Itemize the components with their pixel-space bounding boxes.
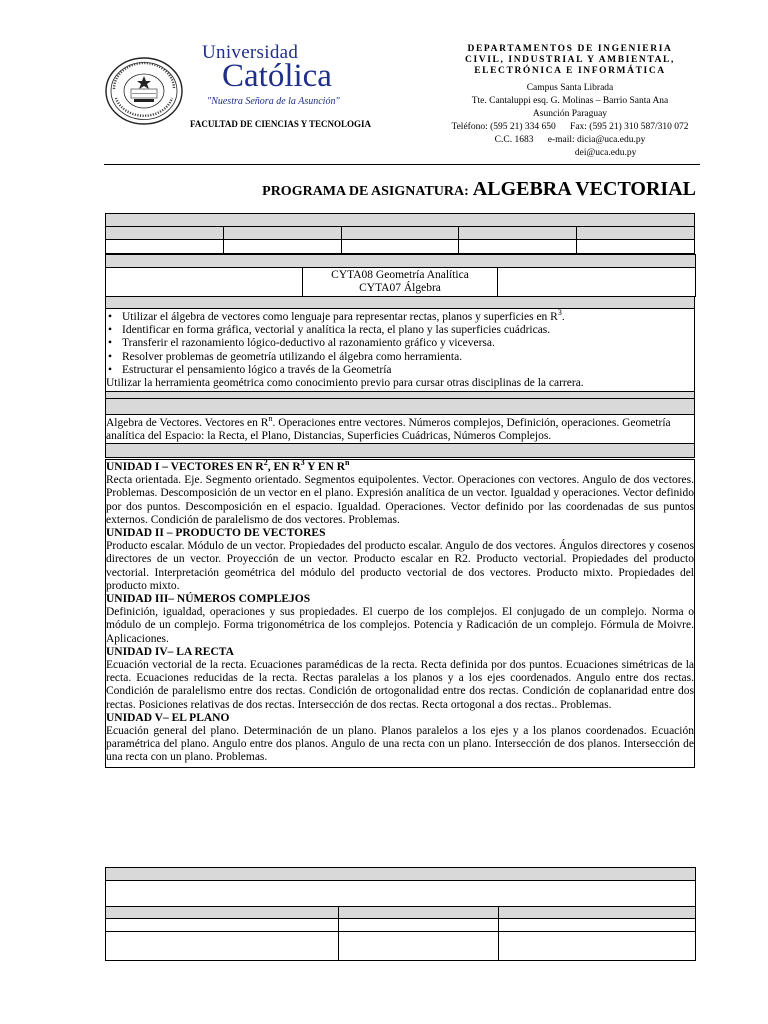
header-cell	[223, 227, 341, 240]
section-header	[106, 868, 696, 881]
data-cell	[459, 240, 577, 254]
data-cell	[339, 919, 499, 932]
units-table	[105, 459, 695, 768]
data-cell	[106, 919, 339, 932]
program-label: PROGRAMA DE ASIGNATURA:	[262, 184, 469, 199]
department-line: ELECTRÓNICA E INFORMÁTICA	[474, 66, 666, 76]
summary-table	[105, 398, 695, 458]
objective-item: • Transferir el razonamiento lógico-deductivo al razonamiento gráfico y viceversa.	[106, 337, 694, 350]
department-line: DEPARTAMENTOS DE INGENIERIA	[467, 44, 673, 54]
header-cell	[341, 227, 459, 240]
data-cell	[341, 240, 459, 254]
department-heading	[420, 44, 720, 77]
email-line-2: dei@uca.edu.py	[503, 148, 637, 158]
header-divider	[104, 164, 700, 165]
university-name: Católica	[222, 58, 332, 94]
section-header	[106, 214, 695, 227]
header-cell	[459, 227, 577, 240]
data-cell	[577, 240, 695, 254]
department-line: CIVIL, INDUSTRIAL Y AMBIENTAL,	[465, 55, 675, 65]
unit-3-title: UNIDAD III– NÚMEROS COMPLEJOS	[106, 593, 311, 606]
unit-1-body: Recta orientada. Eje. Segmento orientado. Segmentos equipolentes. Vector. Operaciones con vectores. Angulo de dos vectores. Problemas. Descomposición de un vector en el plano. Expresión analítica de un vector. Igualdad y operaciones. Vector definido por dos puntos. Descomposición en el espacio. Igualdad. Operaciones. Vector definido por las coordenadas de sus puntos externos. Condición de paralelismo de dos vectores. Problemas.	[106, 474, 694, 526]
data-cell	[106, 268, 303, 297]
objective-item: • Estructurar el pensamiento lógico a través de la Geometría	[106, 364, 694, 377]
unit-4-body: Ecuación vectorial de la recta. Ecuaciones paramédicas de la recta. Recta definida por dos puntos. Ecuaciones simétricas de la recta. Ecuaciones reducidas de la recta. Rectas paralelas a los planos y a los ejes coordenados. Angulo entre dos rectas. Condición de paralelismo entre dos rectas. Condición de ortogonalidad entre dos rectas. Condición de coplanaridad entre dos rectas. Posiciones relativas de dos rectas. Intersección de dos rectas. Recta ortogonal a dos rectas.. Problemas.	[106, 659, 694, 711]
address-line: Asunción Paraguay	[532, 109, 608, 119]
data-cell	[498, 268, 696, 297]
faculty-name: FACULTAD DE CIENCIAS Y TECNOLOGIA	[190, 119, 372, 129]
prerequisites-cell	[303, 268, 498, 297]
unit-1-title: UNIDAD I – VECTORES EN $R^2$, EN $R^3$ Y EN $R^n$	[106, 458, 350, 473]
evaluation-table	[105, 867, 696, 961]
program-title	[104, 178, 696, 201]
summary-cell: Algebra de Vectores. Vectores en $R^n$. Operaciones entre vectores. Números complejos, Definición, operaciones. Geometría analítica del Espacio: la Recta, el Plano, Distancias, Superficies Cuádricas, Números Complejos.	[106, 415, 695, 444]
units-cell	[106, 460, 695, 768]
prerequisite-item: CYTA08 Geometría Analítica	[331, 269, 469, 281]
data-cell	[339, 932, 499, 961]
data-cell	[106, 932, 339, 961]
header-cell	[577, 227, 695, 240]
university-word: Universidad	[202, 42, 299, 63]
objective-item: • Utilizar el álgebra de vectores como lenguaje para representar rectas, planos y superficies en $R^3$.	[106, 311, 694, 324]
unit-2-body: Producto escalar. Módulo de un vector. Propiedades del producto escalar. Angulo de dos vectores. Ángulos directores y cosenos directores de un vector. Proyección de un vector. Producto escalar en R2. Producto vectorial. Propiedades del producto vectorial. Interpretación geométrica del módulo del producto vectorial de dos vectores. Producto mixto. Propiedades del producto mixto.	[106, 540, 694, 592]
objective-item: • Resolver problemas de geometría utilizando el álgebra como herramienta.	[106, 351, 694, 364]
data-cell	[499, 919, 696, 932]
data-cell	[106, 240, 224, 254]
objectives-table	[105, 296, 695, 410]
objectives-list	[106, 308, 694, 377]
phone-fax-line: Teléfono: (595 21) 334 650 Fax: (595 21) 310 587/310 072	[451, 122, 689, 132]
university-motto: "Nuestra Señora de la Asunción"	[207, 96, 340, 107]
header-cell	[106, 227, 224, 240]
prerequisite-item: CYTA07 Álgebra	[359, 282, 441, 295]
unit-3-body: Definición, igualdad, operaciones y sus propiedades. El cuerpo de los complejos. El conjugado de un complejo. Norma o módulo de un complejo. Forma trigonométrica de los complejos. Potencia y Radicación de un complejo. Fórmula de Moivre. Aplicaciones.	[106, 606, 694, 645]
data-cell	[106, 881, 696, 907]
subject-name: ALGEBRA VECTORIAL	[472, 178, 696, 200]
address-line: Tte. Cantaluppi esq. G. Molinas – Barrio Santa Ana	[471, 96, 669, 106]
identification-table	[105, 213, 695, 254]
header-cell	[339, 907, 499, 919]
section-header	[106, 399, 695, 415]
unit-5-title: UNIDAD V– EL PLANO	[106, 711, 230, 724]
unit-5-body: Ecuación general del plano. Determinación de un plano. Planos paralelos a los ejes y a los planos coordenados. Ecuación paramétrica del plano. Angulo entre dos planos. Angulo de una recta con un plano. Intersección de dos planos. Intersección de una recta con un plano. Problemas.	[106, 725, 694, 764]
data-cell	[223, 240, 341, 254]
unit-2-title: UNIDAD II – PRODUCTO DE VECTORES	[106, 527, 326, 540]
section-header	[106, 255, 696, 268]
objective-final: Utilizar la herramienta geométrica como conocimiento previo para cursar otras disciplinas de la carrera.	[106, 377, 584, 390]
objectives-cell	[106, 309, 695, 392]
section-header	[106, 297, 695, 309]
unit-4-title: UNIDAD IV– LA RECTA	[106, 645, 234, 658]
contact-address-block	[420, 82, 720, 160]
section-header	[106, 444, 695, 458]
prerequisites-table	[105, 254, 696, 297]
objective-item: • Identificar en forma gráfica, vectorial y analítica la recta, el plano y las superficies cuádricas.	[106, 324, 694, 337]
header-cell	[106, 907, 339, 919]
address-line: Campus Santa Librada	[526, 83, 614, 93]
data-cell	[499, 932, 696, 961]
university-seal-logo	[104, 56, 184, 126]
email-line: C.C. 1683 e-mail: dicia@uca.edu.py	[494, 135, 646, 145]
header-cell	[499, 907, 696, 919]
